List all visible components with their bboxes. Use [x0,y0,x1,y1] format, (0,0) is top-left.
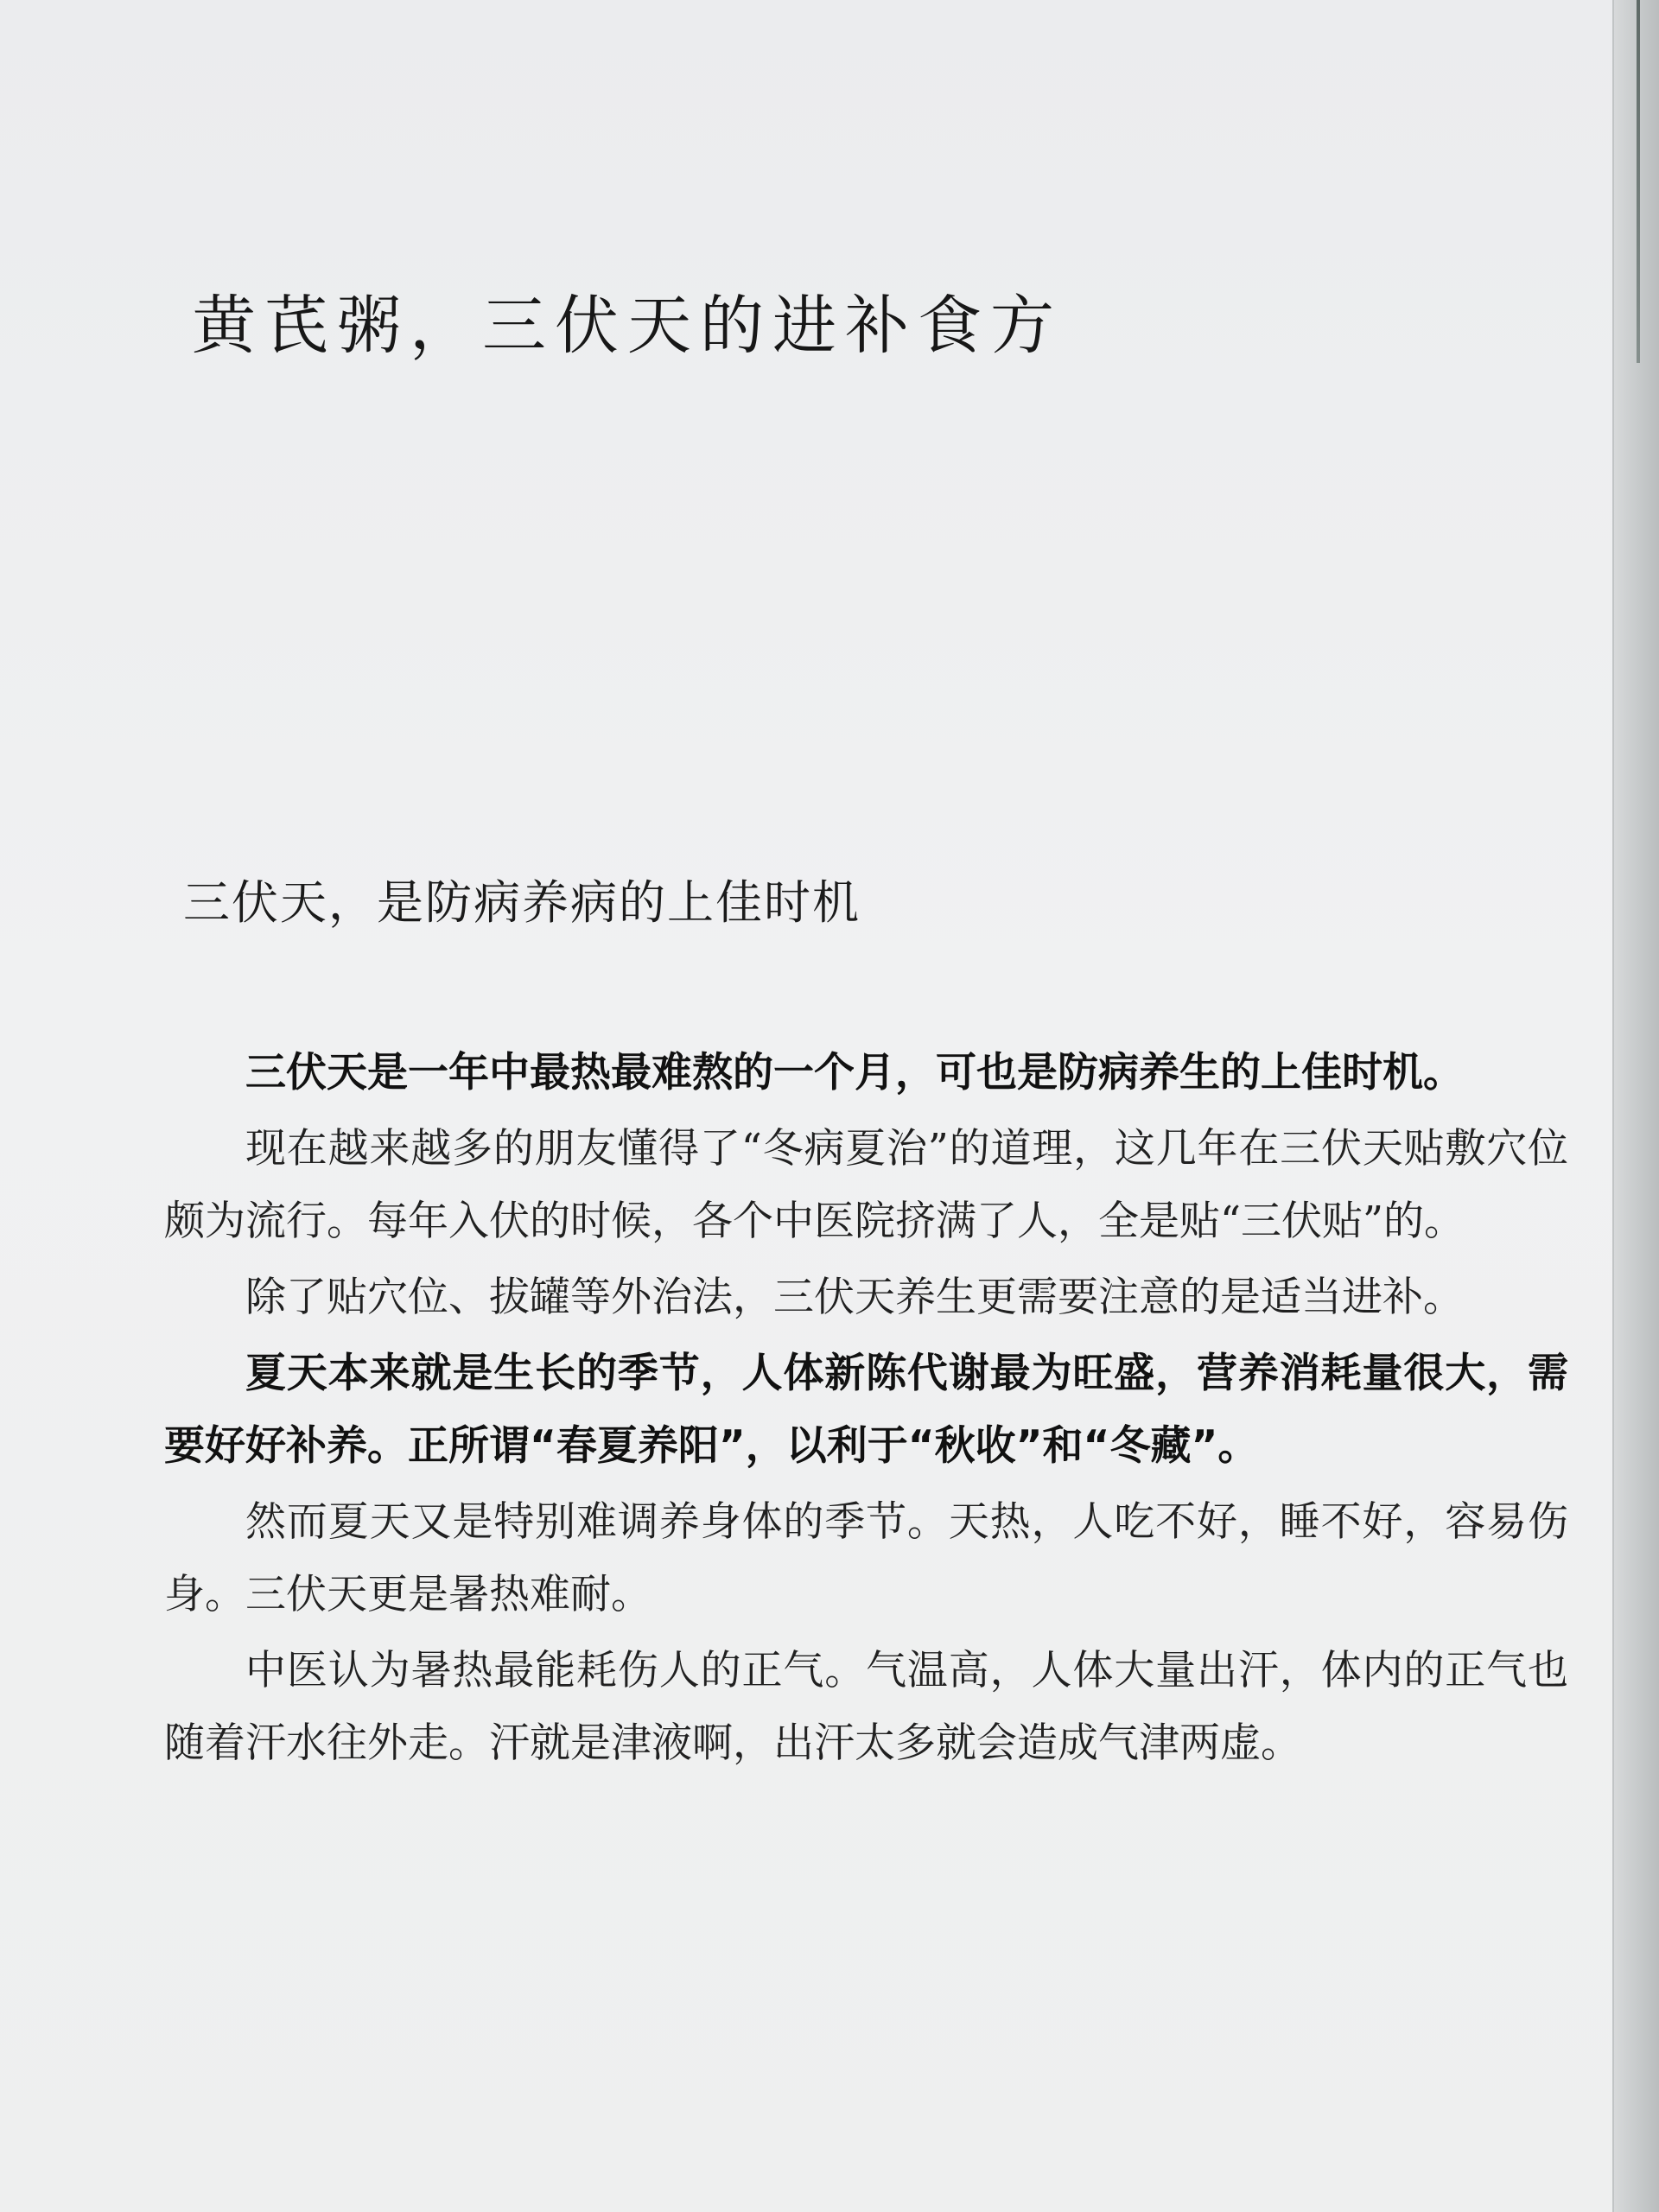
chapter-title: 黄芪粥，三伏天的进补食方 [192,289,1063,363]
paragraph: 现在越来越多的朋友懂得了“冬病夏治”的道理，这几年在三伏天贴敷穴位颇为流行。每年入伏的时候，各个中医院挤满了人，全是贴“三伏贴”的。 [164,1125,1568,1245]
paragraph: 中医认为暑热最能耗伤人的正气。气温高，人体大量出汗，体内的正气也随着汗水往外走。汗就是津液啊，出汗太多就会造成气津两虚。 [164,1647,1568,1767]
paragraph: 然而夏天又是特别难调养身体的季节。天热，人吃不好，睡不好，容易伤身。三伏天更是暑热难耐。 [164,1498,1568,1618]
page-edge [1612,0,1659,2212]
book-spine-line [1637,0,1640,363]
paragraph: 夏天本来就是生长的季节，人体新陈代谢最为旺盛，营养消耗量很大，需要好好补养。正所谓“春夏养阳”，以利于“秋收”和“冬藏”。 [164,1350,1568,1470]
paragraph: 三伏天是一年中最热最难熬的一个月，可也是防病养生的上佳时机。 [245,1049,1464,1096]
body-text [164,1037,1568,1783]
paragraph: 除了贴穴位、拔罐等外治法，三伏天养生更需要注意的是适当进补。 [245,1274,1464,1321]
section-heading: 三伏天，是防病养病的上佳时机 [183,875,861,930]
